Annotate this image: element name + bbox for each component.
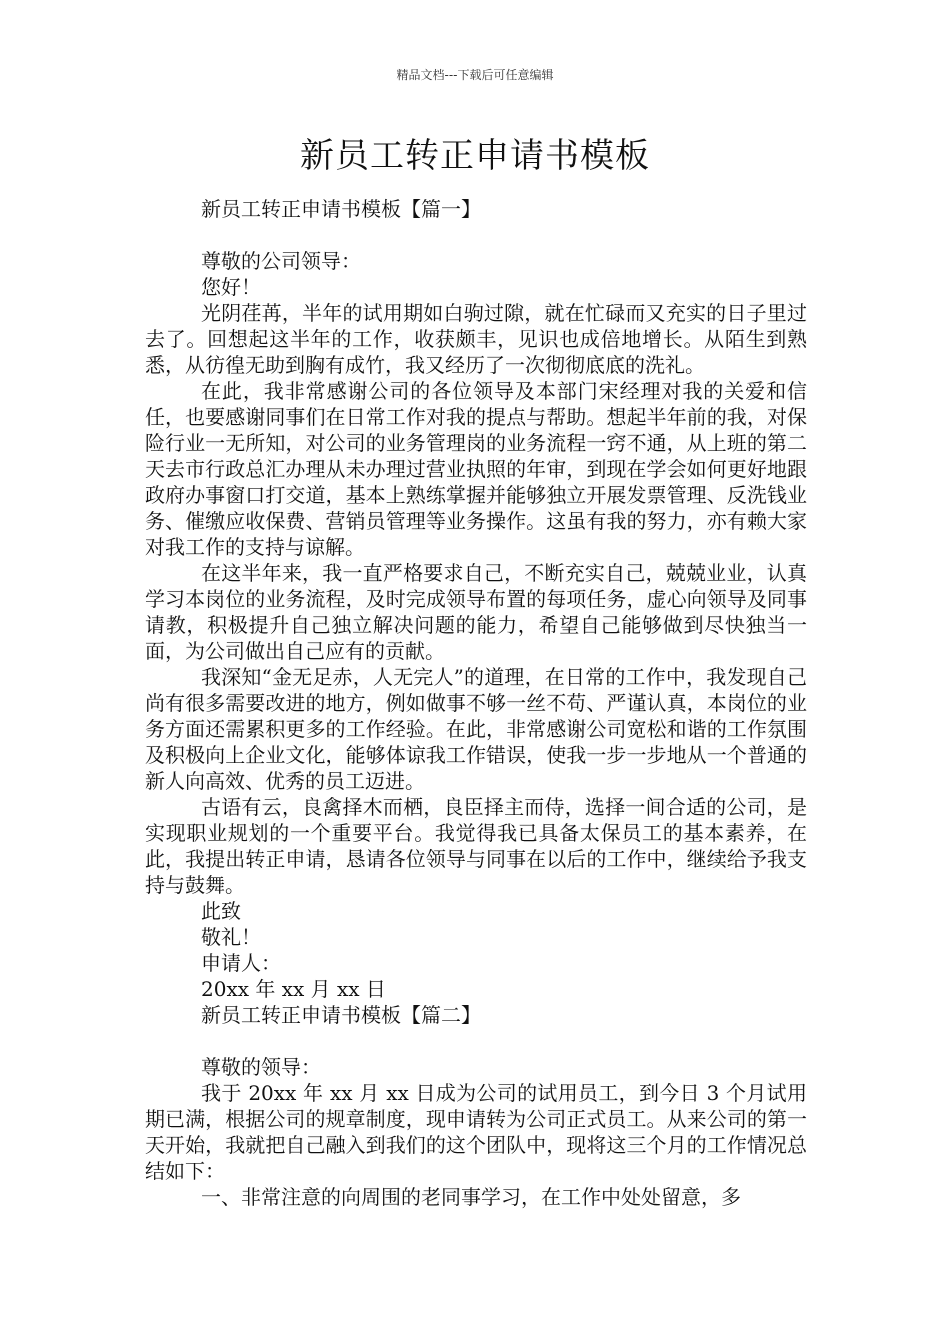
- section-heading-1: 新员工转正申请书模板【篇一】: [201, 197, 481, 221]
- date-line: 20xx 年 xx 月 xx 日: [201, 977, 386, 1001]
- paragraph: 光阴荏苒，半年的试用期如白驹过隙，就在忙碌而又充实的日子里过去了。回想起这半年的工作，收获颇丰，见识也成倍地增长。从陌生到熟悉，从彷徨无助到胸有成竹，我又经历了一次彻彻底底的洗礼。: [145, 301, 807, 377]
- salutation: 尊敬的领导：: [201, 1055, 321, 1079]
- salutation: 尊敬的公司领导：: [201, 249, 361, 273]
- blank-line: [145, 222, 807, 248]
- page-header: 精品文档---下载后可任意编辑: [396, 68, 554, 82]
- paragraph: 在这半年来，我一直严格要求自己，不断充实自己，兢兢业业，认真学习本岗位的业务流程，及时完成领导布置的每项任务，虚心向领导及同事请教，积极提升自己独立解决问题的能力，希望自己能够做到尽快独当一面，为公司做出自己应有的贡献。: [145, 561, 807, 663]
- greeting: 您好！: [201, 275, 261, 299]
- applicant-line: 申请人：: [201, 951, 281, 975]
- closing-line: 敬礼！: [201, 925, 261, 949]
- section-heading-2: 新员工转正申请书模板【篇二】: [201, 1003, 481, 1027]
- paragraph: 在此，我非常感谢公司的各位领导及本部门宋经理对我的关爱和信任，也要感谢同事们在日常工作对我的提点与帮助。想起半年前的我，对保险行业一无所知，对公司的业务管理岗的业务流程一窍不通，从上班的第二天去市行政总汇办理从未办理过营业执照的年审，到现在学会如何更好地跟政府办事窗口打交道，基本上熟练掌握并能够独立开展发票管理、反洗钱业务、催缴应收保费、营销员管理等业务操作。这虽有我的努力，亦有赖大家对我工作的支持与谅解。: [145, 379, 807, 559]
- paragraph: 我深知“金无足赤，人无完人”的道理，在日常的工作中，我发现自己尚有很多需要改进的地方，例如做事不够一丝不苟、严谨认真，本岗位的业务方面还需累积更多的工作经验。在此，非常感谢公司宽松和谐的工作氛围及积极向上企业文化，能够体谅我工作错误，使我一步一步地从一个普通的新人向高效、优秀的员工迈进。: [145, 665, 807, 793]
- paragraph: 一、非常注意的向周围的老同事学习，在工作中处处留意，多: [201, 1185, 741, 1209]
- document-title: 新员工转正申请书模板: [300, 136, 650, 176]
- blank-line: [145, 1028, 807, 1054]
- document-body: [145, 196, 807, 1210]
- paragraph: 古语有云，良禽择木而栖，良臣择主而侍，选择一间合适的公司，是实现职业规划的一个重要平台。我觉得我已具备太保员工的基本素养，在此，我提出转正申请，恳请各位领导与同事在以后的工作中，继续给予我支持与鼓舞。: [145, 795, 807, 897]
- closing-line: 此致: [201, 899, 241, 923]
- paragraph: 我于 20xx 年 xx 月 xx 日成为公司的试用员工，到今日 3 个月试用期已满，根据公司的规章制度，现申请转为公司正式员工。从来公司的第一天开始，我就把自己融入到我们的这个团队中，现将这三个月的工作情况总结如下：: [145, 1081, 807, 1183]
